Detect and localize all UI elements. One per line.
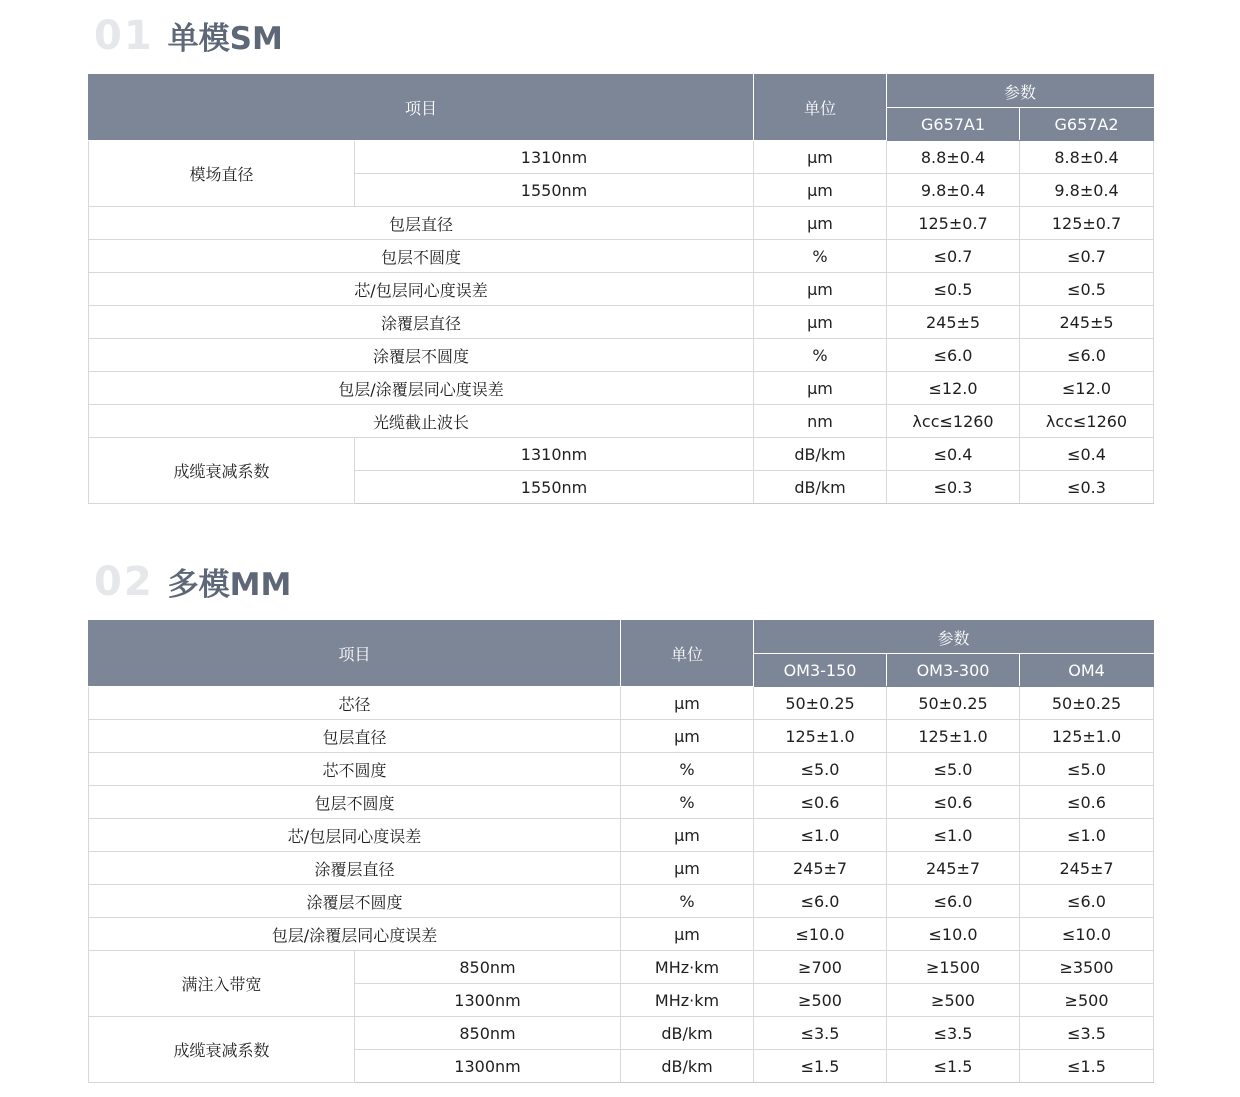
cell-unit: μm [754, 372, 887, 405]
cell-value: 245±7 [754, 852, 887, 885]
cell-unit: μm [754, 141, 887, 174]
section-number: 02 [94, 559, 154, 605]
row-label: 模场直径 [89, 141, 355, 207]
cell-value: ≤6.0 [754, 885, 887, 918]
row-label: 包层直径 [89, 207, 754, 240]
cell-value: ≤1.0 [754, 819, 887, 852]
cell-value: ≤1.0 [887, 819, 1020, 852]
row-label: 成缆衰减系数 [89, 438, 355, 504]
cell-value: 8.8±0.4 [887, 141, 1020, 174]
cell-unit: % [621, 885, 754, 918]
row-sublabel: 850nm [355, 1017, 621, 1050]
row-label: 包层直径 [89, 720, 621, 753]
cell-unit: MHz·km [621, 951, 754, 984]
cell-unit: dB/km [754, 471, 887, 504]
cell-unit: μm [621, 819, 754, 852]
mm-spec-table [88, 620, 1154, 1083]
header-param: 参数 [887, 75, 1154, 108]
cell-value: 9.8±0.4 [887, 174, 1020, 207]
cell-value: ≥500 [1020, 984, 1154, 1017]
table-row [89, 819, 1154, 852]
cell-value: ≤0.6 [887, 786, 1020, 819]
cell-value: 125±1.0 [754, 720, 887, 753]
row-label: 涂覆层直径 [89, 306, 754, 339]
cell-unit: μm [754, 306, 887, 339]
table-row [89, 753, 1154, 786]
table-row [89, 885, 1154, 918]
row-sublabel: 1550nm [355, 174, 754, 207]
cell-value: ≤5.0 [887, 753, 1020, 786]
header-om4: OM4 [1020, 654, 1154, 687]
header-item: 项目 [89, 621, 621, 687]
cell-unit: μm [754, 273, 887, 306]
section-name: 多模MM [167, 567, 292, 603]
cell-value: ≤10.0 [887, 918, 1020, 951]
row-label: 成缆衰减系数 [89, 1017, 355, 1083]
cell-unit: nm [754, 405, 887, 438]
cell-unit: μm [754, 174, 887, 207]
cell-value: ≤0.5 [887, 273, 1020, 306]
cell-unit: % [754, 339, 887, 372]
row-label: 涂覆层不圆度 [89, 885, 621, 918]
cell-value: ≤6.0 [1020, 885, 1154, 918]
row-label: 芯径 [89, 687, 621, 720]
cell-value: ≥3500 [1020, 951, 1154, 984]
section-title-mm [94, 559, 292, 612]
cell-value: ≤10.0 [754, 918, 887, 951]
cell-value: 50±0.25 [1020, 687, 1154, 720]
cell-value: ≤12.0 [1020, 372, 1154, 405]
cell-unit: μm [621, 720, 754, 753]
table-row [89, 240, 1154, 273]
cell-unit: dB/km [621, 1050, 754, 1083]
table-row [89, 720, 1154, 753]
cell-value: 125±1.0 [887, 720, 1020, 753]
row-sublabel: 1310nm [355, 141, 754, 174]
row-sublabel: 850nm [355, 951, 621, 984]
cell-value: ≤3.5 [1020, 1017, 1154, 1050]
table-row [89, 207, 1154, 240]
cell-value: ≥700 [754, 951, 887, 984]
row-sublabel: 1550nm [355, 471, 754, 504]
section-number: 01 [94, 13, 154, 59]
cell-value: ≤5.0 [754, 753, 887, 786]
cell-value: ≤6.0 [1020, 339, 1154, 372]
row-label: 涂覆层直径 [89, 852, 621, 885]
cell-value: ≤12.0 [887, 372, 1020, 405]
cell-value: ≤0.6 [1020, 786, 1154, 819]
table-row [89, 438, 1154, 471]
row-label: 满注入带宽 [89, 951, 355, 1017]
cell-value: ≥1500 [887, 951, 1020, 984]
cell-unit: μm [754, 207, 887, 240]
row-sublabel: 1310nm [355, 438, 754, 471]
cell-value: λcc≤1260 [1020, 405, 1154, 438]
header-item: 项目 [89, 75, 754, 141]
row-sublabel: 1300nm [355, 1050, 621, 1083]
section-title-sm [94, 13, 283, 66]
cell-value: ≤10.0 [1020, 918, 1154, 951]
table-row [89, 918, 1154, 951]
table-row [89, 951, 1154, 984]
row-label: 包层/涂覆层同心度误差 [89, 372, 754, 405]
cell-value: ≤1.5 [754, 1050, 887, 1083]
cell-unit: dB/km [754, 438, 887, 471]
table-row [89, 372, 1154, 405]
cell-unit: MHz·km [621, 984, 754, 1017]
table-row [89, 1017, 1154, 1050]
cell-value: ≥500 [754, 984, 887, 1017]
cell-value: ≤0.4 [1020, 438, 1154, 471]
table-row [89, 306, 1154, 339]
cell-value: ≤6.0 [887, 885, 1020, 918]
row-label: 芯/包层同心度误差 [89, 273, 754, 306]
header-unit: 单位 [621, 621, 754, 687]
cell-unit: μm [621, 918, 754, 951]
row-label: 光缆截止波长 [89, 405, 754, 438]
cell-value: ≤5.0 [1020, 753, 1154, 786]
cell-unit: dB/km [621, 1017, 754, 1050]
cell-unit: % [621, 786, 754, 819]
cell-value: 245±7 [1020, 852, 1154, 885]
header-param: 参数 [754, 621, 1154, 654]
cell-value: 125±0.7 [887, 207, 1020, 240]
header-g657a1: G657A1 [887, 108, 1020, 141]
cell-value: λcc≤1260 [887, 405, 1020, 438]
cell-unit: % [754, 240, 887, 273]
cell-value: 245±7 [887, 852, 1020, 885]
cell-value: ≤0.7 [887, 240, 1020, 273]
cell-value: ≥500 [887, 984, 1020, 1017]
cell-value: ≤1.0 [1020, 819, 1154, 852]
row-label: 包层不圆度 [89, 786, 621, 819]
header-om3-150: OM3-150 [754, 654, 887, 687]
cell-value: ≤0.5 [1020, 273, 1154, 306]
cell-value: 125±1.0 [1020, 720, 1154, 753]
sm-spec-table [88, 74, 1154, 504]
cell-value: ≤1.5 [1020, 1050, 1154, 1083]
table-row [89, 405, 1154, 438]
cell-value: 50±0.25 [887, 687, 1020, 720]
section-name: 单模SM [167, 21, 283, 57]
row-label: 包层不圆度 [89, 240, 754, 273]
header-unit: 单位 [754, 75, 887, 141]
cell-value: 245±5 [887, 306, 1020, 339]
cell-value: ≤0.6 [754, 786, 887, 819]
cell-value: ≤0.4 [887, 438, 1020, 471]
cell-value: ≤1.5 [887, 1050, 1020, 1083]
cell-value: 245±5 [1020, 306, 1154, 339]
cell-unit: μm [621, 687, 754, 720]
row-label: 芯/包层同心度误差 [89, 819, 621, 852]
table-row [89, 786, 1154, 819]
cell-value: 9.8±0.4 [1020, 174, 1154, 207]
table-row [89, 687, 1154, 720]
header-g657a2: G657A2 [1020, 108, 1154, 141]
cell-value: ≤0.3 [1020, 471, 1154, 504]
row-sublabel: 1300nm [355, 984, 621, 1017]
table-row [89, 852, 1154, 885]
cell-value: ≤6.0 [887, 339, 1020, 372]
cell-value: 50±0.25 [754, 687, 887, 720]
cell-value: ≤0.3 [887, 471, 1020, 504]
row-label: 芯不圆度 [89, 753, 621, 786]
header-om3-300: OM3-300 [887, 654, 1020, 687]
cell-value: ≤3.5 [754, 1017, 887, 1050]
cell-value: ≤0.7 [1020, 240, 1154, 273]
cell-value: ≤3.5 [887, 1017, 1020, 1050]
cell-value: 125±0.7 [1020, 207, 1154, 240]
cell-unit: μm [621, 852, 754, 885]
cell-unit: % [621, 753, 754, 786]
cell-value: 8.8±0.4 [1020, 141, 1154, 174]
row-label: 包层/涂覆层同心度误差 [89, 918, 621, 951]
table-row [89, 273, 1154, 306]
row-label: 涂覆层不圆度 [89, 339, 754, 372]
table-row [89, 339, 1154, 372]
table-row [89, 141, 1154, 174]
